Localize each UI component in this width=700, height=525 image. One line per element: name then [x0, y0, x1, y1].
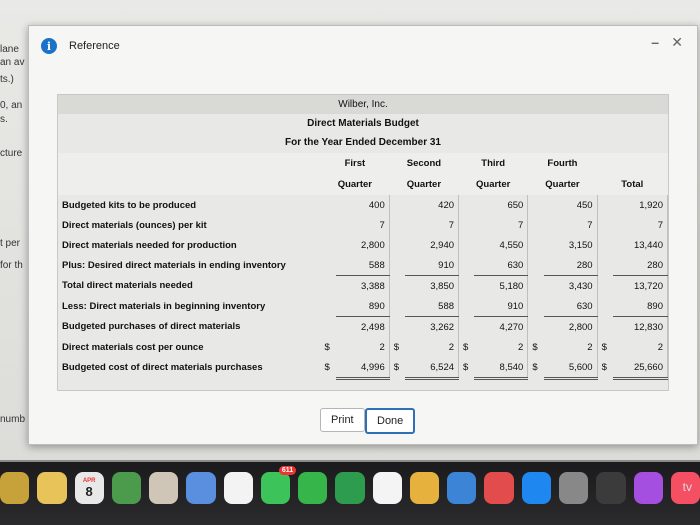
cell-value: 1,920 [613, 195, 667, 215]
cell-value: 588 [405, 296, 458, 317]
cell-value: 280 [613, 255, 667, 276]
cell-value: 3,150 [544, 235, 597, 255]
cell-value: 910 [405, 255, 458, 276]
table-header-row-1 [58, 153, 668, 174]
cell-value: 7 [474, 215, 527, 235]
quotes-icon[interactable] [373, 472, 402, 504]
cell-value: 630 [474, 255, 527, 276]
cell-value: 890 [613, 296, 667, 317]
system-prefs-icon[interactable] [559, 472, 588, 504]
appstore-icon[interactable] [522, 472, 551, 504]
report-name: Direct Materials Budget [307, 118, 419, 129]
row-label: Direct materials (ounces) per kit [62, 219, 207, 231]
row-label: Direct materials cost per ounce [62, 341, 204, 353]
bg-fragment: 0, an [0, 100, 23, 111]
bg-fragment: numb [0, 414, 26, 425]
cell-value: 2 [613, 337, 667, 357]
pencil-icon[interactable] [410, 472, 439, 504]
cell-value: 650 [474, 195, 527, 215]
report-header [58, 95, 668, 152]
bg-fragment: for th [0, 260, 23, 271]
reference-dialog [28, 25, 698, 445]
cell-value: 13,440 [613, 235, 667, 255]
row-label: Direct materials needed for production [62, 239, 237, 251]
col-header: Quarter [389, 174, 458, 195]
table-row [58, 215, 668, 235]
print-button[interactable]: Print [320, 408, 365, 432]
direct-materials-budget [57, 94, 669, 391]
currency-symbol [528, 296, 544, 317]
currency-symbol [597, 195, 613, 215]
table-row [58, 296, 668, 317]
currency-symbol [389, 235, 405, 255]
currency-symbol [528, 215, 544, 235]
currency-symbol [389, 296, 405, 317]
currency-symbol [320, 255, 335, 276]
col-header: Quarter [320, 174, 389, 195]
cell-value: 2 [336, 337, 389, 357]
cell-value: 7 [405, 215, 458, 235]
cell-value: 2 [474, 337, 527, 357]
cell-value: 13,720 [613, 276, 667, 297]
bg-fragment: s. [0, 114, 8, 125]
col-header [597, 153, 667, 174]
currency-symbol: $ [324, 341, 330, 353]
col-header: Total [597, 174, 667, 195]
cell-value: 890 [336, 296, 389, 317]
currency-symbol [389, 276, 405, 297]
row-label: Plus: Desired direct materials in ending inventory [62, 259, 286, 271]
launchpad-icon[interactable] [0, 472, 29, 504]
cell-value: 400 [336, 195, 389, 215]
row-label: Total direct materials needed [62, 280, 193, 292]
budget-rows [58, 195, 668, 379]
files-icon[interactable] [186, 472, 215, 504]
currency-symbol [597, 255, 613, 276]
apple-tv-icon[interactable]: tv [682, 480, 692, 494]
cell-value: 910 [474, 296, 527, 317]
cell-value: 3,388 [336, 276, 389, 297]
currency-symbol [597, 235, 613, 255]
table-row [58, 255, 668, 276]
currency-symbol: $ [601, 362, 607, 374]
currency-symbol [597, 215, 613, 235]
bg-fragment: t per [0, 238, 21, 249]
minimize-icon[interactable]: – [651, 34, 659, 50]
notes-icon[interactable] [37, 472, 66, 504]
info-icon: i [41, 38, 57, 54]
currency-symbol [459, 276, 475, 297]
cell-value: 4,996 [336, 357, 389, 379]
bg-fragment: ts.) [0, 74, 14, 85]
currency-symbol [597, 317, 613, 338]
currency-symbol [320, 296, 335, 317]
bg-fragment: lane [0, 44, 19, 55]
currency-symbol: $ [324, 362, 330, 374]
calendar-day: 8 [85, 483, 93, 499]
screen-icon[interactable] [596, 472, 625, 504]
currency-symbol [459, 195, 475, 215]
bg-fragment: an av [0, 57, 25, 68]
currency-symbol [389, 317, 405, 338]
notification-badge: 611 [279, 466, 296, 475]
currency-symbol [389, 195, 405, 215]
done-button[interactable]: Done [365, 408, 415, 434]
cell-value: 420 [405, 195, 458, 215]
currency-symbol [389, 255, 405, 276]
calendar-month: APR [82, 477, 96, 484]
photos-icon[interactable] [149, 472, 178, 504]
currency-symbol: $ [393, 341, 400, 353]
cell-value: 280 [544, 255, 597, 276]
table-header-row-2 [58, 174, 668, 195]
currency-symbol [597, 276, 613, 297]
preview-icon[interactable] [447, 472, 476, 504]
bg-fragment: cture [0, 148, 23, 159]
close-icon[interactable]: ✕ [671, 34, 683, 50]
numbers-icon[interactable] [335, 472, 364, 504]
cell-value: 25,660 [613, 357, 667, 379]
col-header: Fourth [528, 153, 597, 174]
currency-symbol [459, 215, 475, 235]
maps-icon[interactable] [112, 472, 141, 504]
col-header: Quarter [459, 174, 528, 195]
currency-symbol: $ [601, 341, 607, 353]
cell-value: 5,600 [544, 357, 597, 379]
podcasts-icon[interactable] [634, 472, 663, 504]
reminders-icon[interactable] [224, 472, 253, 504]
cell-value: 2,498 [336, 317, 389, 338]
table-row [58, 317, 668, 338]
dialog-title: Reference [69, 40, 120, 52]
table-row [58, 276, 668, 297]
currency-symbol [459, 255, 475, 276]
currency-symbol [320, 317, 335, 338]
cell-value: 7 [613, 215, 667, 235]
currency-symbol [528, 276, 544, 297]
currency-symbol [528, 235, 544, 255]
cell-value: 2,940 [405, 235, 458, 255]
cell-value: 5,180 [474, 276, 527, 297]
row-label: Budgeted purchases of direct materials [62, 321, 241, 333]
currency-symbol [320, 276, 335, 297]
cell-value: 12,830 [613, 317, 667, 338]
calendar-icon[interactable] [75, 472, 104, 504]
currency-symbol [320, 235, 335, 255]
currency-symbol [459, 235, 475, 255]
table-row [58, 357, 668, 379]
row-label: Budgeted kits to be produced [62, 199, 197, 211]
col-header: Quarter [528, 174, 597, 195]
currency-symbol [389, 215, 405, 235]
col-header: First [320, 153, 389, 174]
cell-value: 2,800 [336, 235, 389, 255]
currency-symbol: $ [532, 362, 538, 374]
news-icon[interactable] [484, 472, 513, 504]
row-label: Less: Direct materials in beginning inventory [62, 300, 266, 312]
col-header: Third [459, 153, 528, 174]
currency-symbol [320, 215, 335, 235]
currency-symbol [597, 296, 613, 317]
dock-icons [0, 467, 700, 504]
currency-symbol: $ [463, 341, 469, 353]
currency-symbol [320, 195, 335, 215]
cell-value: 450 [544, 195, 597, 215]
messages-icon[interactable] [261, 467, 294, 504]
cell-value: 2 [544, 337, 597, 357]
cell-value: 630 [544, 296, 597, 317]
table-row [58, 195, 668, 215]
report-period: For the Year Ended December 31 [285, 137, 441, 148]
cell-value: 588 [336, 255, 389, 276]
budget-table [58, 153, 668, 380]
cell-value: 6,524 [405, 357, 458, 379]
cell-value: 4,270 [474, 317, 527, 338]
currency-symbol: $ [532, 341, 538, 353]
cell-value: 3,850 [405, 276, 458, 297]
table-row [58, 337, 668, 357]
cell-value: 3,430 [544, 276, 597, 297]
currency-symbol: $ [463, 362, 469, 374]
cell-value: 2,800 [544, 317, 597, 338]
cell-value: 8,540 [474, 357, 527, 379]
table-row [58, 235, 668, 255]
currency-symbol: $ [393, 362, 400, 374]
cell-value: 2 [405, 337, 458, 357]
currency-symbol [459, 296, 475, 317]
macos-dock [0, 462, 700, 525]
currency-symbol [528, 317, 544, 338]
cell-value: 4,550 [474, 235, 527, 255]
facetime-icon[interactable] [298, 472, 327, 504]
cell-value: 7 [336, 215, 389, 235]
cell-value: 3,262 [405, 317, 458, 338]
currency-symbol [528, 255, 544, 276]
cell-value: 7 [544, 215, 597, 235]
company-name: Wilber, Inc. [58, 95, 668, 114]
col-header: Second [389, 153, 458, 174]
row-label: Budgeted cost of direct materials purchases [62, 362, 263, 374]
currency-symbol [528, 195, 544, 215]
dialog-header [41, 36, 120, 56]
currency-symbol [459, 317, 475, 338]
